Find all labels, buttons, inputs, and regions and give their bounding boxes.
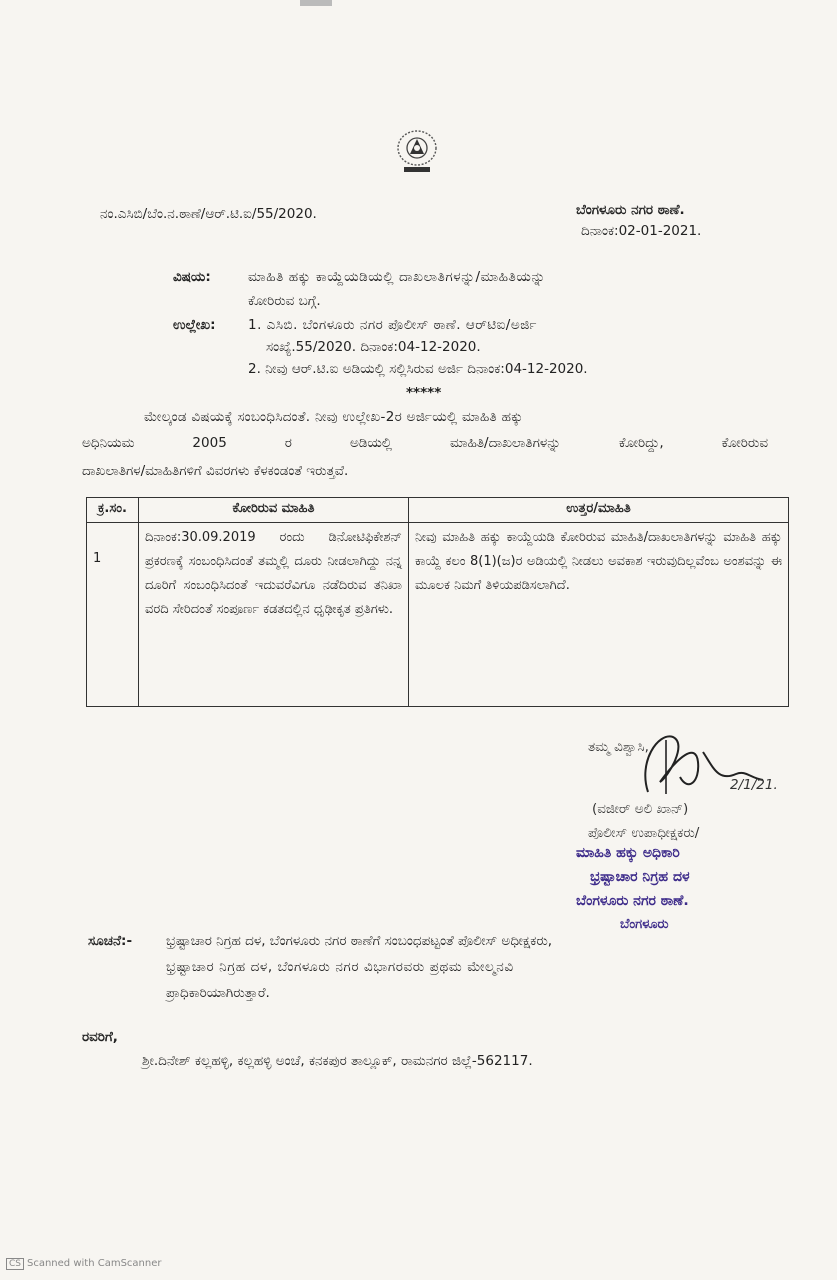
note-line-3: ಪ್ರಾಧಿಕಾರಿಯಾಗಿರುತ್ತಾರೆ. — [166, 985, 270, 1001]
reference-item-2: 2. ನೀವು ಆರ್.ಟಿ.ಐ ಅಡಿಯಲ್ಲಿ ಸಲ್ಲಿಸಿರುವ ಅರ್ಜಿ ದಿನಾಂಕ:04-12-2020. — [248, 361, 588, 377]
camscanner-logo-icon: CS — [6, 1258, 24, 1270]
camscanner-watermark — [6, 1258, 162, 1270]
table-header-row — [87, 498, 789, 523]
note-label: ಸೂಚನೆ:- — [88, 933, 133, 949]
note-line-2: ಭ್ರಷ್ಟಾಚಾರ ನಿಗ್ರಹ ದಳ, ಬೆಂಗಳೂರು ನಗರ ವಿಭಾಗರವರು ಪ್ರಥಮ ಮೇಲ್ಮನವಿ — [166, 959, 514, 975]
header-answer: ಉತ್ತರ/ಮಾಹಿತಿ — [409, 498, 789, 523]
reference-item-1-line-1: 1. ಎಸಿಬಿ. ಬೆಂಗಳೂರು ನಗರ ಪೊಲೀಸ್ ಠಾಣೆ. ಆರ್‌ಟಿಐ/ಅರ್ಜಿ — [248, 317, 537, 333]
subject-line-1: ಮಾಹಿತಿ ಹಕ್ಕು ಕಾಯ್ದೆಯಡಿಯಲ್ಲಿ ದಾಖಲಾತಿಗಳನ್ನು/ಮಾಹಿತಿಯನ್ನು — [248, 269, 546, 285]
subject-label: ವಿಷಯ: — [173, 269, 211, 285]
officer-name: (ವಜೀರ್ ಅಲಿ ಖಾನ್) — [592, 801, 689, 817]
officer-designation: ಪೊಲೀಸ್ ಉಪಾಧೀಕ್ಷಕರು/ — [588, 825, 700, 841]
body-line-2: ಅಧಿನಿಯಮ 2005 ರ ಅಡಿಯಲ್ಲಿ ಮಾಹಿತಿ/ದಾಖಲಾತಿಗಳನ್ನು ಕೋರಿದ್ದು, ಕೋರಿರುವ — [82, 435, 768, 451]
reference-label: ಉಲ್ಲೇಖ: — [173, 317, 216, 333]
stamp-line-4: ಬೆಂಗಳೂರು — [620, 917, 669, 932]
note-line-1: ಭ್ರಷ್ಟಾಚಾರ ನಿಗ್ರಹ ದಳ, ಬೆಂಗಳೂರು ನಗರ ಠಾಣೆಗೆ ಸಂಬಂಧಪಟ್ಟಂತೆ ಪೊಲೀಸ್ ಅಧೀಕ್ಷಕರು, — [166, 933, 553, 949]
table-row — [87, 523, 789, 707]
subject-line-2: ಕೋರಿರುವ ಬಗ್ಗೆ. — [248, 293, 321, 309]
signature-date: 2/1/21. — [730, 777, 778, 793]
reference-number: ನಂ.ಎಸಿಬಿ/ಬೆಂ.ನ.ಠಾಣೆ/ಆರ್.ಟಿ.ಐ/55/2020. — [100, 206, 317, 222]
recipient-label: ರವರಿಗೆ, — [82, 1029, 118, 1045]
yours-faithfully: ತಮ್ಮ ವಿಶ್ವಾಸಿ, — [588, 739, 649, 755]
row-serial-number: 1 — [87, 523, 139, 707]
stamp-line-2: ಭ್ರಷ್ಟಾಚಾರ ನಿಗ್ರಹ ದಳ — [590, 869, 690, 885]
watermark-text: Scanned with CamScanner — [27, 1258, 162, 1269]
stamp-line-3: ಬೆಂಗಳೂರು ನಗರ ಠಾಣೆ. — [576, 893, 689, 909]
body-line-1: ಮೇಲ್ಕಂಡ ವಿಷಯಕ್ಕೆ ಸಂಬಂಧಿಸಿದಂತೆ. ನೀವು ಉಲ್ಲೇಖ-2ರ ಅರ್ಜಿಯಲ್ಲಿ ಮಾಹಿತಿ ಹಕ್ಕು — [144, 409, 524, 425]
scan-mark — [300, 0, 332, 6]
recipient-address: ಶ್ರೀ.ದಿನೇಶ್ ಕಲ್ಲಹಳ್ಳಿ, ಕಲ್ಲಹಳ್ಳಿ ಅಂಚೆ, ಕನಕಪುರ ತಾಲ್ಲೂಕ್, ರಾಮನಗರ ಜಿಲ್ಲೆ-562117. — [142, 1053, 533, 1069]
header-requested-info: ಕೋರಿರುವ ಮಾಹಿತಿ — [139, 498, 409, 523]
header-serial-number: ಕ್ರ.ಸಂ. — [87, 498, 139, 523]
emblem-icon — [394, 128, 440, 176]
row-requested-info: ದಿನಾಂಕ:30.09.2019 ರಂದು ಡಿನೋಟಿಫಿಕೇಶನ್ ಪ್ರಕರಣಕ್ಕೆ ಸಂಬಂಧಿಸಿದಂತೆ ತಮ್ಮಲ್ಲಿ ದೂರು ನೀಡಲಾಗಿದ್ದು ನನ್ನ ದೂರಿಗೆ ಸಂಬಂಧಿಸಿದಂತೆ ಇದುವರೆವಿಗೂ ನಡೆದಿರುವ ತನಿಖಾ ವರದಿ ಸೇರಿದಂತೆ ಸಂಪೂರ್ಣ ಕಡತದಲ್ಲಿನ ಧೃಢೀಕೃತ ಪ್ರತಿಗಳು. — [139, 523, 409, 707]
information-table — [86, 497, 789, 707]
office-place: ಬೆಂಗಳೂರು ನಗರ ಠಾಣೆ. — [576, 202, 685, 218]
row-answer: ನೀವು ಮಾಹಿತಿ ಹಕ್ಕು ಕಾಯ್ದೆಯಡಿ ಕೋರಿರುವ ಮಾಹಿತಿ/ದಾಖಲಾತಿಗಳನ್ನು ಮಾಹಿತಿ ಹಕ್ಕು ಕಾಯ್ದೆ ಕಲಂ 8(1)(ಜ)ರ ಅಡಿಯಲ್ಲಿ ನೀಡಲು ಅವಕಾಶ ಇರುವುದಿಲ್ಲವೆಂಬ ಅಂಶವನ್ನು ಈ ಮೂಲಕ ನಿಮಗೆ ತಿಳಿಯಪಡಿಸಲಾಗಿದೆ. — [409, 523, 789, 707]
reference-item-1-line-2: ಸಂಖ್ಯೆ.55/2020. ದಿನಾಂಕ:04-12-2020. — [266, 339, 481, 355]
letter-date: ದಿನಾಂಕ:02-01-2021. — [581, 223, 702, 239]
stamp-line-1: ಮಾಹಿತಿ ಹಕ್ಕು ಅಧಿಕಾರಿ — [576, 845, 680, 861]
separator: ***** — [406, 385, 442, 401]
body-line-3: ದಾಖಲಾತಿಗಳ/ಮಾಹಿತಿಗಳಿಗೆ ವಿವರಗಳು ಕೆಳಕಂಡಂತೆ ಇರುತ್ತವೆ. — [82, 463, 349, 479]
